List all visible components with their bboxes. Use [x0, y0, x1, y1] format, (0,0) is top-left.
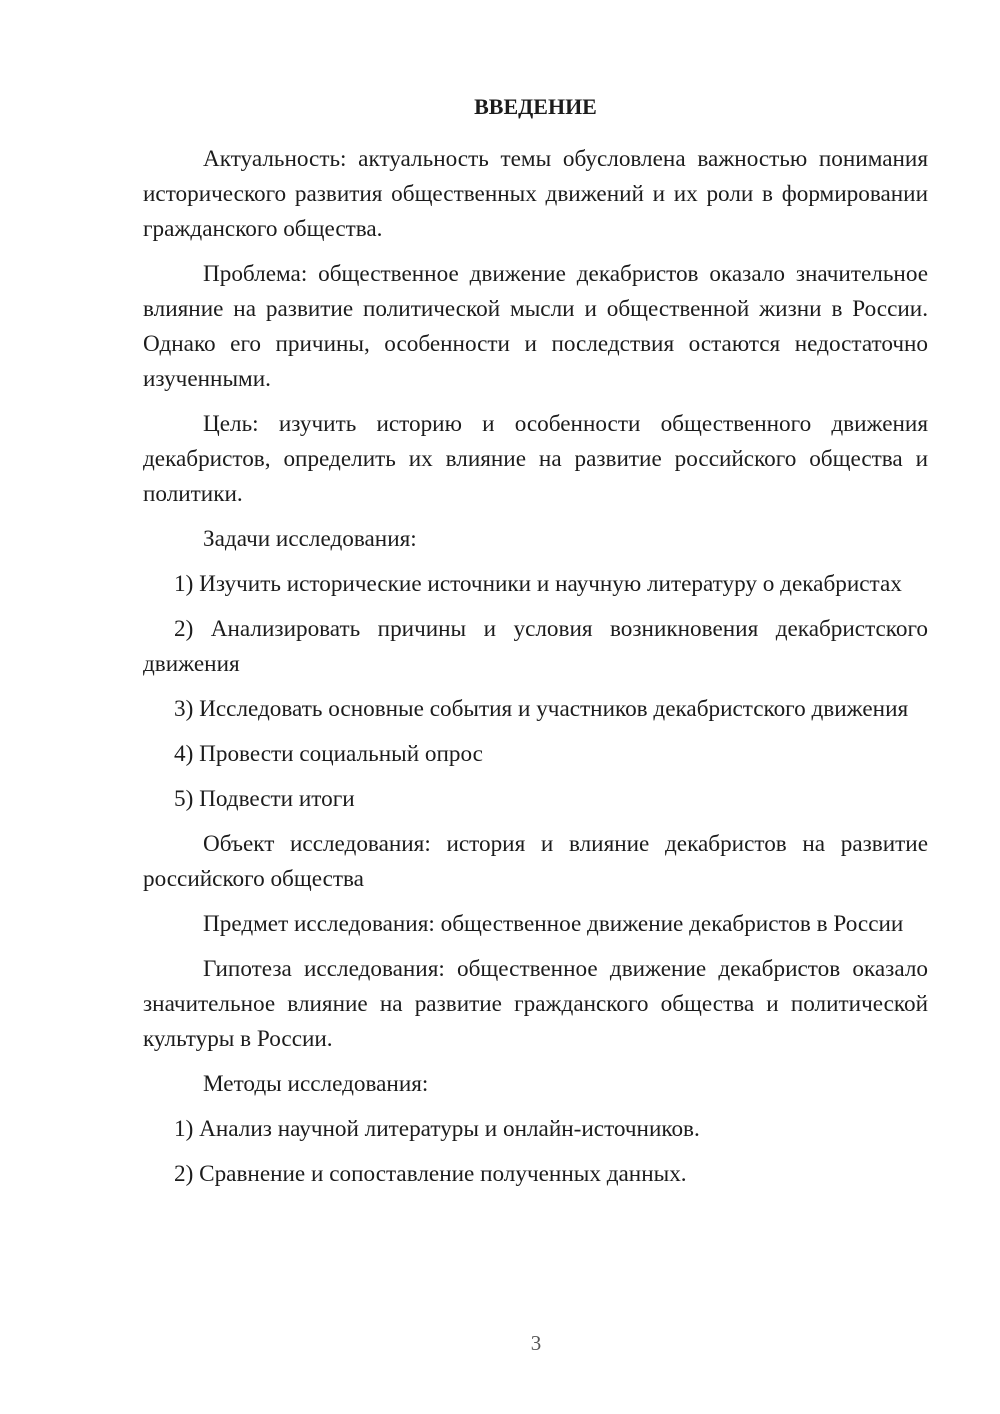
- subject-paragraph: Предмет исследования: общественное движение декабристов в России: [203, 911, 904, 937]
- tasks-heading: Задачи исследования:: [203, 526, 417, 552]
- task-item-2: 2) Анализировать причины и условия возникновения декабристского движения: [143, 616, 928, 677]
- method-item-1: 1) Анализ научной литературы и онлайн-источников.: [174, 1116, 700, 1142]
- task-item-5: 5) Подвести итоги: [174, 786, 355, 812]
- method-item-2: 2) Сравнение и сопоставление полученных данных.: [174, 1161, 687, 1187]
- task-item-1: 1) Изучить исторические источники и научную литературу о декабристах: [174, 571, 902, 597]
- relevance-paragraph: Актуальность: актуальность темы обусловлена важностью понимания исторического развития общественных движений и их роли в формировании гражданского общества.: [143, 146, 928, 242]
- object-paragraph: Объект исследования: история и влияние декабристов на развитие российского общества: [143, 831, 928, 892]
- methods-heading: Методы исследования:: [203, 1071, 429, 1097]
- task-item-3: 3) Исследовать основные события и участников декабристского движения: [174, 696, 909, 722]
- goal-paragraph: Цель: изучить историю и особенности общественного движения декабристов, определить их влияние на развитие российского общества и политики.: [143, 411, 928, 507]
- hypothesis-paragraph: Гипотеза исследования: общественное движение декабристов оказало значительное влияние на развитие гражданского общества и политической культуры в России.: [143, 956, 928, 1052]
- task-item-4: 4) Провести социальный опрос: [174, 741, 483, 767]
- document-page: [143, 92, 928, 1202]
- problem-paragraph: Проблема: общественное движение декабристов оказало значительное влияние на развитие политической мысли и общественной жизни в России. Однако его причины, особенности и последствия остаются недостаточно изученными.: [143, 261, 928, 392]
- page-number: 3: [530, 1331, 542, 1355]
- section-title: ВВЕДЕНИЕ: [474, 94, 597, 119]
